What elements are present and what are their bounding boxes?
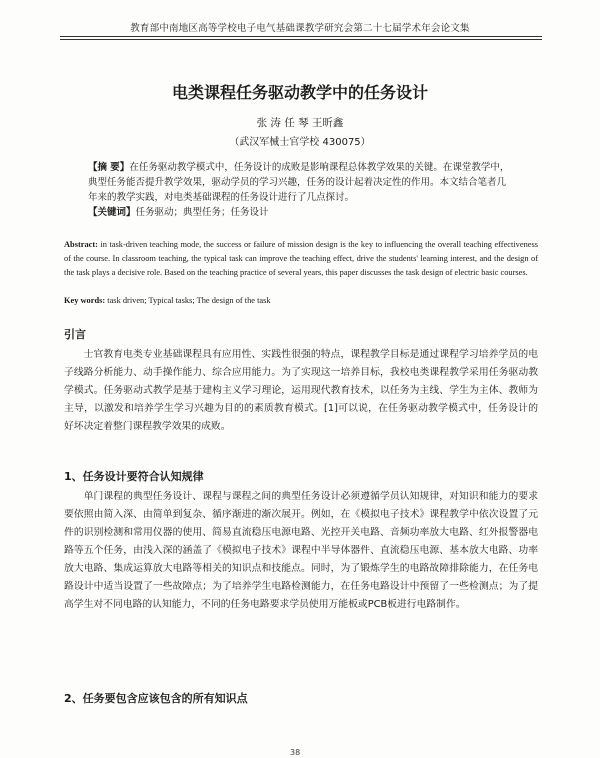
keywords-en bbox=[64, 296, 538, 305]
header-rule bbox=[60, 36, 542, 40]
keywords-cn-text: 任务驱动；典型任务；任务设计 bbox=[135, 207, 269, 218]
abstract-cn-block bbox=[88, 160, 514, 220]
paper-affiliation: （武汉军械士官学校 430075） bbox=[229, 137, 371, 148]
section-heading-2: 2、任务要包含应该包含的所有知识点 bbox=[64, 692, 248, 705]
paragraph-section-1: 单门课程的典型任务设计、课程与课程之间的典型任务设计必须遵循学员认知规律，对知识和能力的要求要依照由简入深、由简单到复杂、循序渐进的渐次展开。例如，在《模拟电子技术》课程教学中依次设置了元件的识别检测和常用仪器的使用、简易直流稳压电源电路、光控开关电路、音频功率放大电路、红外报警器电路等五个任务，由浅入深的涵盖了《模拟电子技术》课程中半导体器件、直流稳压电源、基本放大电路、功率放大电路、集成运算放大电路等相关的知识点和技能点。同时，为了锻炼学生的电路故障排除能力，在任务电路设计中适当设置了一些故障点；为了培养学生电路检测能力，在任务电路设计中预留了一些检测点；为了提高学生对不同电路的认知能力，不同的任务电路要求学员使用万能板或PCB板进行电路制作。 bbox=[64, 491, 538, 610]
paper-title: 电类课程任务驱动教学中的任务设计 bbox=[171, 83, 428, 102]
keywords-cn bbox=[88, 205, 514, 220]
keywords-en-label: Key words: bbox=[64, 296, 106, 305]
abstract-cn bbox=[88, 160, 514, 205]
abstract-en bbox=[64, 238, 538, 281]
running-header: 教育部中南地区高等学校电子电气基础课教学研究会第二十七届学术年会论文集 bbox=[130, 23, 470, 34]
paragraph-intro: 士官教育电类专业基础课程具有应用性、实践性很强的特点，课程教学目标是通过课程学习培养学员的电子线路分析能力、动手操作能力、综合应用能力。为了实现这一培养目标，我校电类课程教学采用任务驱动教学模式。任务驱动式教学是基于建构主义学习理论，运用现代教育技术，以任务为主线、学生为主体、教师为主导，以激发和培养学生学习兴趣为目的的素质教育模式。[1]可以说，在任务驱动教学模式中，任务设计的好坏决定着整门课程教学效果的成败。 bbox=[64, 349, 538, 432]
abstract-cn-text: 在任务驱动教学模式中，任务设计的成败是影响课程总体教学效果的关键。在课堂教学中，典型任务能否提升教学效果，驱动学员的学习兴趣，任务的设计起着决定性的作用。本文结合笔者几年来的教学实践，对电类基础课程的任务设计进行了几点探讨。 bbox=[88, 162, 510, 203]
section-heading-1: 1、任务设计要符合认知规律 bbox=[64, 470, 204, 483]
section-heading-intro: 引言 bbox=[64, 328, 86, 341]
abstract-en-text: in task-driven teaching mode, the success or failure of mission design is the key to influencing the overall teaching effectiveness of the course. In classroom teaching, the typical task can improve the teaching effect, drive the students' learning interest, and the design of the task plays a decisive role. Based on the teaching practice of several years, this paper discusses the task design of electric basic courses. bbox=[64, 240, 539, 278]
abstract-cn-label: 【摘 要】 bbox=[88, 162, 130, 173]
keywords-en-text: task driven; Typical tasks; The design of the task bbox=[107, 296, 271, 305]
paper-authors: 张 涛 任 琴 王昕鑫 bbox=[256, 117, 344, 129]
keywords-cn-label: 【关键词】 bbox=[88, 207, 136, 218]
abstract-en-label: Abstract: bbox=[64, 240, 98, 249]
page-number: 38 bbox=[290, 748, 301, 757]
